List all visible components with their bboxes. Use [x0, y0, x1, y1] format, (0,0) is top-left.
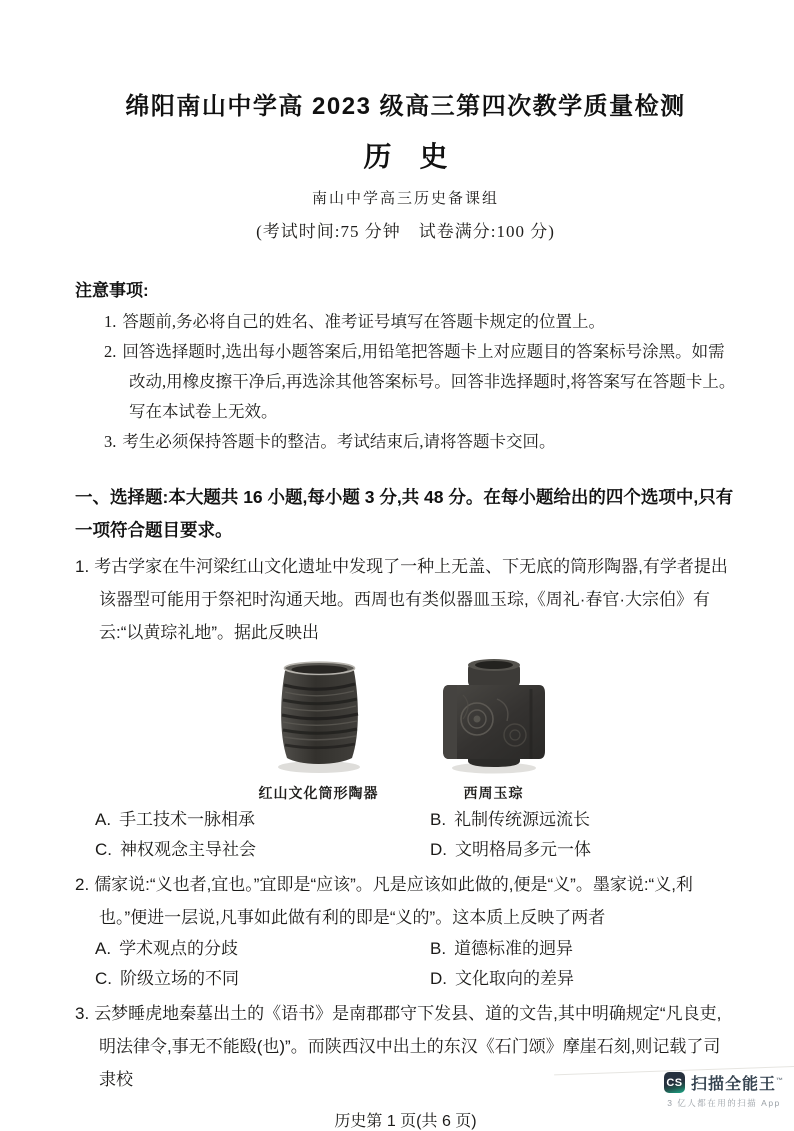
notice-item-text: 考生必须保持答题卡的整洁。考试结束后,请将答题卡交回。	[122, 432, 556, 451]
notice-item-1	[75, 307, 736, 337]
trademark-symbol: ™	[776, 1077, 784, 1085]
question-2-options-row-2	[75, 964, 736, 994]
question-3	[75, 997, 736, 1096]
notice-item-number: 1.	[104, 312, 117, 331]
question-2-options-row-1	[75, 934, 736, 964]
notice-item-number: 3.	[104, 432, 117, 451]
camscanner-brand-row	[664, 1071, 784, 1094]
jade-cong-image	[435, 655, 553, 775]
question-3-stem: 3. 云梦睡虎地秦墓出土的《语书》是南郡郡守下发县、道的文告,其中明确规定“凡良吏,明法律令,事无不能殹(也)”。而陕西汉中出土的东汉《石门颂》摩崖石刻,则记载了司隶校	[75, 1004, 722, 1089]
exam-time-score-line: (考试时间:75 分钟 试卷满分:100 分)	[256, 222, 555, 241]
figure-caption: 西周玉琮	[463, 787, 524, 802]
question-1-stem: 1. 考古学家在牛河梁红山文化遗址中发现了一种上无盖、下无底的筒形陶器,有学者提出该器型可能用于祭祀时沟通天地。西周也有类似器皿玉琮,《周礼·春官·大宗伯》有云:“以黄琮礼地”。据此反映出	[75, 557, 728, 642]
notice-item-text: 回答选择题时,选出每小题答案后,用铅笔把答题卡上对应题目的答案标号涂黑。如需改动,用橡皮擦干净后,再选涂其他答案标号。回答非选择题时,将答案写在答题卡上。写在本试卷上无效。	[122, 342, 736, 421]
section-heading-multiple-choice: 一、选择题:本大题共 16 小题,每小题 3 分,共 48 分。在每小题给出的四个选项中,只有一项符合题目要求。	[75, 487, 734, 540]
question-number: 2.	[75, 875, 90, 894]
exam-paper	[75, 0, 736, 1131]
notice-heading: 注意事项:	[75, 281, 149, 300]
option-d: D. 文化取向的差异	[430, 969, 574, 988]
figure-hongshan-pottery	[259, 655, 379, 803]
notice-item-2	[75, 337, 736, 427]
notice-list	[75, 307, 736, 457]
option-a: A. 学术观点的分歧	[95, 939, 239, 958]
page-footer: 历史第 1 页(共 6 页)	[334, 1113, 477, 1130]
pottery-image	[268, 655, 370, 775]
question-1-options-row-1	[75, 805, 736, 835]
option-c: C. 神权观念主导社会	[95, 840, 256, 859]
question-1	[75, 550, 736, 865]
question-number: 1.	[75, 557, 90, 576]
notice-item-number: 2.	[104, 342, 117, 361]
prep-group-line: 南山中学高三历史备课组	[311, 191, 499, 207]
camscanner-brand-name: 扫描全能王™	[690, 1076, 784, 1093]
question-number: 3.	[75, 1004, 90, 1023]
option-b: B. 礼制传统源远流长	[430, 810, 591, 829]
option-a: A. 手工技术一脉相承	[95, 810, 256, 829]
notice-item-text: 答题前,务必将自己的姓名、准考证号填写在答题卡规定的位置上。	[122, 312, 605, 331]
question-1-figures	[75, 655, 736, 803]
notice-item-3	[75, 427, 736, 457]
camscanner-logo-icon: CS	[664, 1072, 685, 1093]
camscanner-tagline: 3 亿人都在用的扫描 App	[667, 1098, 781, 1108]
question-1-options-row-2	[75, 835, 736, 865]
option-d: D. 文明格局多元一体	[430, 840, 591, 859]
question-2	[75, 868, 736, 994]
camscanner-watermark	[664, 1071, 784, 1109]
figure-jade-cong	[435, 655, 553, 803]
exam-title: 绵阳南山中学高 2023 级高三第四次教学质量检测	[125, 93, 686, 120]
question-2-stem: 2. 儒家说:“义也者,宜也。”宜即是“应该”。凡是应该如此做的,便是“义”。墨家说:“义,利也。”便进一层说,凡事如此做有利的即是“义的”。这本质上反映了两者	[75, 875, 693, 927]
figure-caption: 红山文化筒形陶器	[258, 787, 379, 802]
option-b: B. 道德标准的迥异	[430, 939, 574, 958]
option-c: C. 阶级立场的不同	[95, 969, 239, 988]
subject-title: 历 史	[363, 141, 448, 172]
